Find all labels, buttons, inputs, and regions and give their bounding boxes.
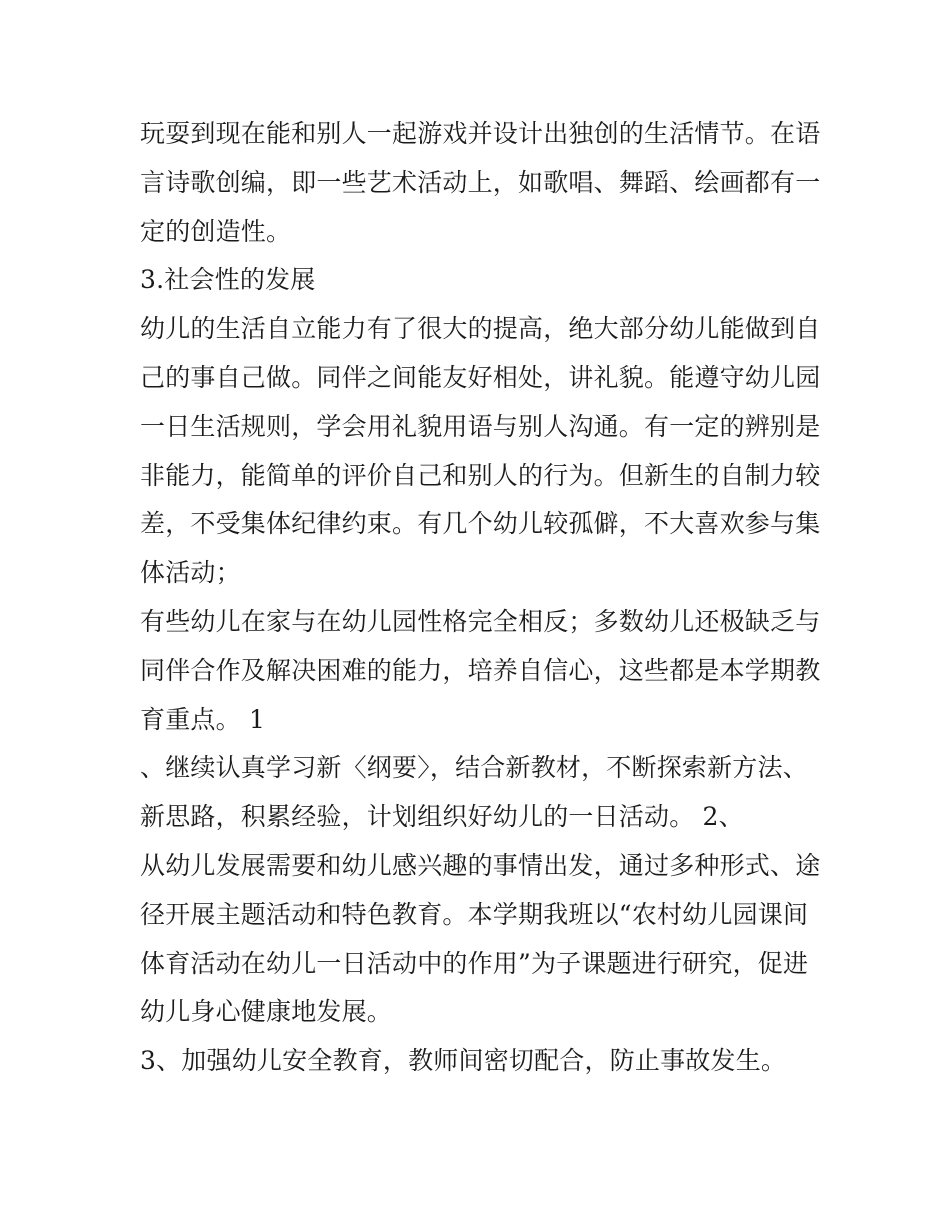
text-line: 育重点。 1 xyxy=(140,704,266,734)
text-line: 己的事自己做。同伴之间能友好相处，讲礼貌。能遵守幼儿园 xyxy=(140,362,821,392)
document-body xyxy=(140,110,820,1086)
text-line: 有些幼儿在家与在幼儿园性格完全相反；多数幼儿还极缺乏与 xyxy=(140,606,821,636)
text-line: 一日生活规则，学会用礼貌用语与别人沟通。有一定的辨别是 xyxy=(140,411,821,441)
text-line: 玩耍到现在能和别人一起游戏并设计出独创的生活情节。在语 xyxy=(140,119,821,148)
text-line: 从幼儿发展需要和幼儿感兴趣的事情出发，通过多种形式、途 xyxy=(140,850,821,880)
text-line: 定的创造性。 xyxy=(140,216,292,246)
text-line: 非能力，能简单的评价自己和别人的行为。但新生的自制力较 xyxy=(140,460,821,490)
text-line: 差，不受集体纪律约束。有几个幼儿较孤僻，不大喜欢参与集 xyxy=(140,509,821,539)
text-line: 新思路，积累经验，计划组织好幼儿的一日活动。 2、 xyxy=(140,802,744,832)
text-line: 、继续认真学习新〈纲要〉，结合新教材，不断探索新方法、 xyxy=(140,753,808,783)
text-line: 言诗歌创编，即一些艺术活动上，如歌唱、舞蹈、绘画都有一 xyxy=(140,167,821,197)
text-line: 幼儿的生活自立能力有了很大的提高，绝大部分幼儿能做到自 xyxy=(140,314,821,344)
text-line: 体育活动在幼儿一日活动中的作用”为子课题进行研究，促进 xyxy=(140,948,809,978)
text-line: 径开展主题活动和特色教育。本学期我班以“农村幼儿园课间 xyxy=(140,899,809,929)
text-line: 体活动； xyxy=(140,558,241,588)
section-heading: 3.社会性的发展 xyxy=(140,265,316,295)
text-line: 同伴合作及解决困难的能力，培养自信心，这些都是本学期教 xyxy=(140,655,821,685)
text-line: 幼儿身心健康地发展。 xyxy=(140,997,393,1027)
text-line: 3、加强幼儿安全教育，教师间密切配合，防止事故发生。 xyxy=(140,1046,787,1076)
